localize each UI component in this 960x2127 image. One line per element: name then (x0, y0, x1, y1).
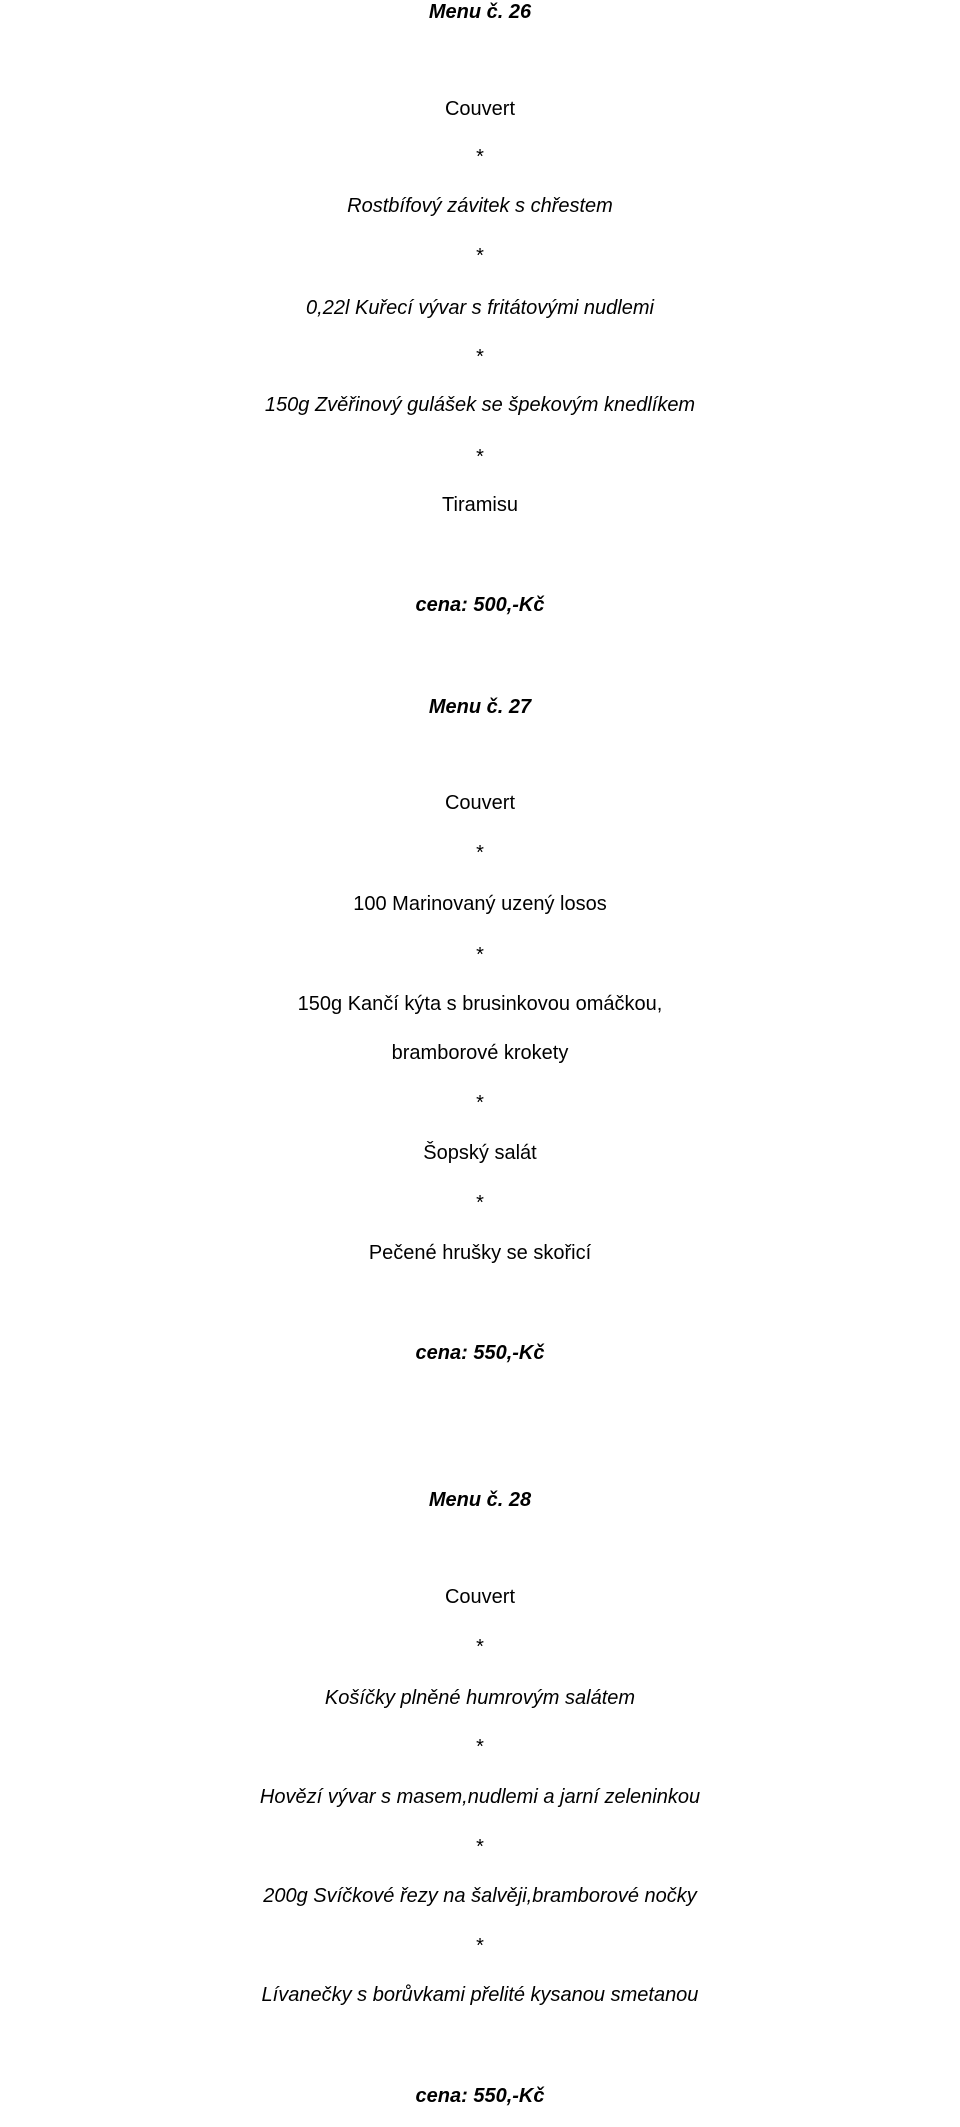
menu-price: cena: 500,-Kč (415, 594, 545, 616)
separator-star: * (476, 346, 484, 368)
menu-line: 100 Marinovaný uzený losos (353, 893, 607, 915)
separator-star: * (476, 245, 484, 267)
menu-line: 0,22l Kuřecí vývar s fritátovými nudlemi (306, 297, 654, 319)
separator-star: * (476, 146, 484, 168)
menu-line: Tiramisu (442, 494, 518, 516)
menu-title: Menu č. 27 (428, 696, 532, 718)
menu-title: Menu č. 26 (428, 1, 532, 23)
separator-star: * (476, 1636, 484, 1658)
menu-line: 150g Kančí kýta s brusinkovou omáčkou, (297, 993, 663, 1015)
menu-line: Šopský salát (423, 1142, 537, 1164)
menu-line: Rostbífový závitek s chřestem (347, 195, 613, 217)
menu-price: cena: 550,-Kč (415, 2085, 545, 2107)
menu-line: 150g Zvěřinový gulášek se špekovým knedlíkem (264, 394, 696, 416)
menu-line-couvert: Couvert (444, 1586, 516, 1608)
separator-star: * (476, 1736, 484, 1758)
menu-line: Košíčky plněné humrovým salátem (324, 1687, 636, 1709)
menu-line: Lívanečky s borůvkami přelité kysanou smetanou (261, 1984, 699, 2006)
menu-line: Hovězí vývar s masem,nudlemi a jarní zeleninkou (259, 1786, 701, 1808)
menu-price: cena: 550,-Kč (415, 1342, 545, 1364)
separator-star: * (476, 446, 484, 468)
menu-line: 200g Svíčkové řezy na šalvěji,bramborové nočky (263, 1885, 697, 1907)
separator-star: * (476, 842, 484, 864)
menu-title: Menu č. 28 (428, 1489, 532, 1511)
menu-line-couvert: Couvert (444, 792, 516, 814)
menu-line: bramborové krokety (391, 1042, 569, 1064)
separator-star: * (476, 944, 484, 966)
separator-star: * (476, 1192, 484, 1214)
separator-star: * (476, 1836, 484, 1858)
separator-star: * (476, 1935, 484, 1957)
menu-line: Pečené hrušky se skořicí (368, 1242, 592, 1264)
menu-line-couvert: Couvert (444, 98, 516, 120)
separator-star: * (476, 1092, 484, 1114)
